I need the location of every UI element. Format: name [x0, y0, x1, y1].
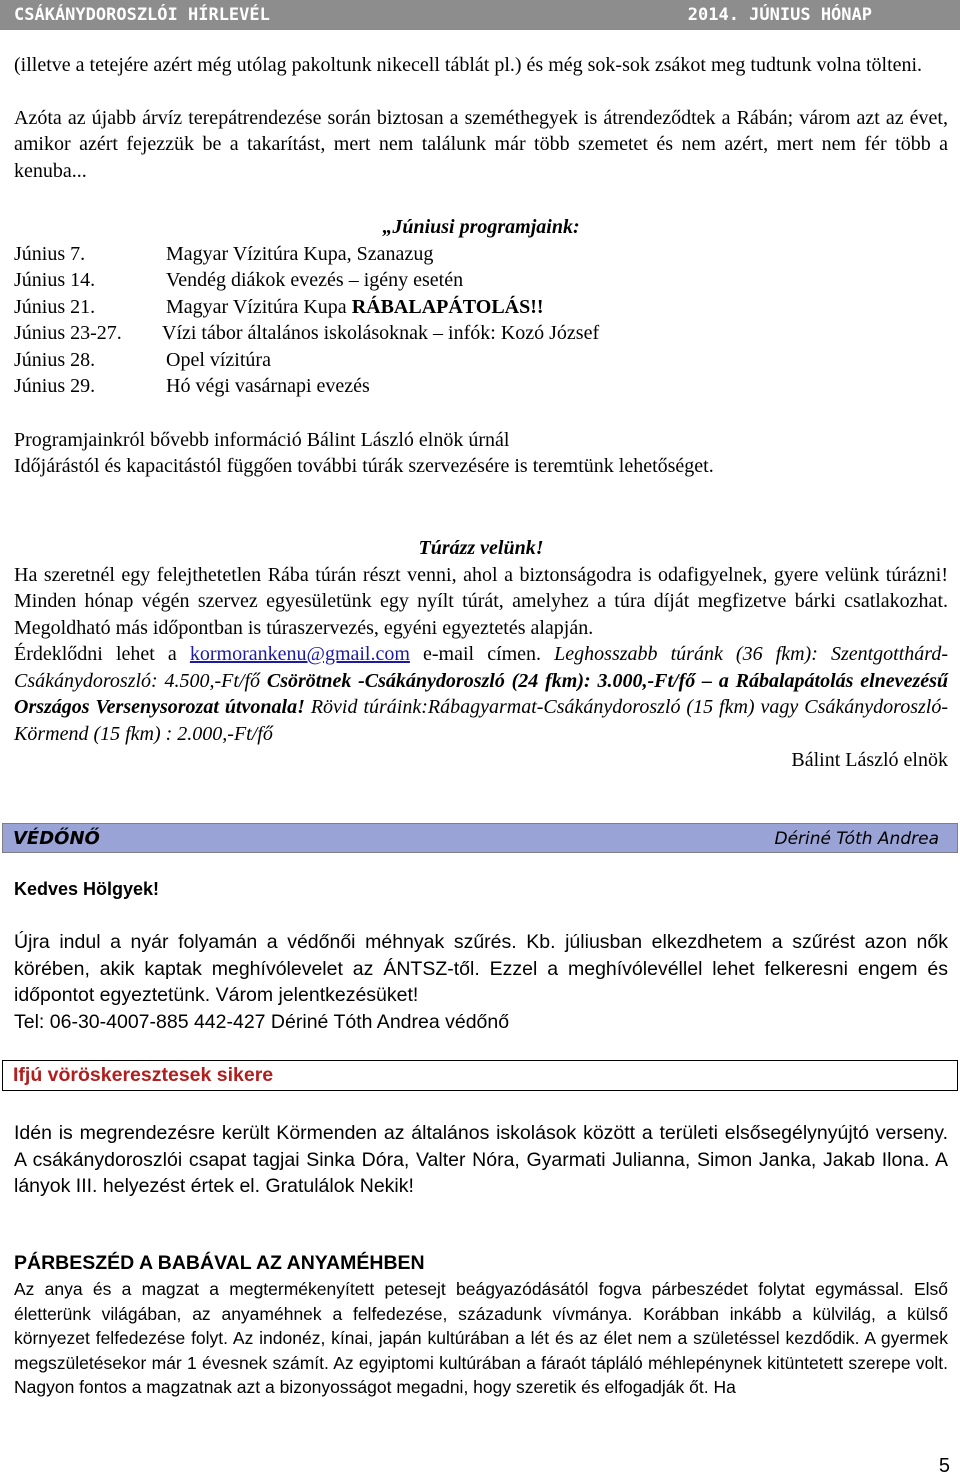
tura-contact: [14, 641, 948, 747]
vedono-section: [14, 876, 948, 903]
program-text: [166, 294, 544, 321]
vedono-greeting: Kedves Hölgyek!: [14, 879, 160, 899]
newsletter-header: [0, 0, 960, 30]
ifju-section-title-box: [2, 1060, 958, 1091]
program-text: Magyar Vízitúra Kupa, Szanazug: [166, 242, 434, 265]
tura-signature: Bálint László elnök: [791, 749, 948, 771]
parbeszed-section: [14, 1250, 948, 1400]
issue-date: 2014. JÚNIUS HÓNAP: [687, 5, 872, 25]
intro-section: [14, 52, 948, 184]
page-number: 5: [938, 1455, 950, 1477]
contact-suffix: e-mail címen.: [409, 643, 555, 665]
tura-section: [14, 535, 948, 774]
program-row: [14, 241, 948, 268]
ifju-title: Ifjú vöröskeresztesek sikere: [13, 1064, 274, 1086]
email-link[interactable]: kormorankenu@gmail.com: [189, 643, 410, 665]
intro-paragraph-1: (illetve a tetejére azért még utólag pakoltunk nikecell táblát pl.) és még sok-sok zsákot meg tudtunk volna tölteni.: [14, 54, 923, 76]
programs-info-1: Programjainkról bővebb információ Bálint László elnök úrnál: [14, 428, 510, 451]
program-date: Június 29.: [14, 375, 96, 397]
program-date: Június 28.: [14, 348, 96, 371]
program-text-plain: Magyar Vízitúra Kupa: [166, 295, 352, 318]
parbeszed-title: PÁRBESZÉD A BABÁVAL AZ ANYAMÉHBEN: [14, 1252, 425, 1274]
tura-title: Túrázz velünk!: [418, 537, 544, 559]
vedono-name: Dériné Tóth Andrea: [774, 829, 939, 849]
program-text-bold: RÁBALAPÁTOLÁS!!: [351, 295, 544, 318]
programs-info-2: Időjárástól és kapacitástól függően további túrák szervezésére is teremtünk lehetőséget.: [14, 455, 714, 477]
vedono-label: VÉDŐNŐ: [13, 828, 100, 849]
program-row: [14, 373, 948, 400]
program-text: Vízi tábor általános iskolásoknak – infók: Kozó József: [162, 322, 600, 344]
short-tours: Rövid túráink:Rábagyarmat-Csákánydoroszló (15 fkm) vagy Csákánydoroszló-Körmend (15 fkm) : 2.000,-Ft/fő: [14, 696, 948, 745]
program-date: Június 23-27.: [14, 322, 122, 344]
programs-section: [14, 214, 948, 480]
programs-title: „Júniusi programjaink:: [382, 216, 580, 238]
program-text: Hó végi vasárnapi evezés: [166, 375, 370, 397]
program-date: Június 7.: [14, 242, 86, 265]
longest-tour: Leghosszabb túránk (36 fkm): Szentgotthárd-Csákánydoroszló: 4.500,-Ft/fő: [14, 643, 948, 692]
program-date: Június 14.: [14, 269, 96, 291]
vedono-paragraph: Újra indul a nyár folyamán a védőnői méhnyak szűrés. Kb. júliusban elkezdhetem a szűrést azon nők körében, akik kaptak meghívólevelet az ÁNTSZ-től. Ezzel a meghívólevéllel lehet felkeresni engem és időpontot egyeztetünk. Várom jelentkezésüket!: [14, 931, 948, 1006]
program-row: [14, 294, 948, 321]
program-row: [14, 347, 948, 374]
ifju-paragraph: Idén is megrendezésre került Körmenden az általános iskolások között a területi elsősegélynyújtó verseny. A csákánydoroszlói csapat tagjai Sinka Dóra, Valter Nóra, Gyarmati Julianna, Simon Janka, Jakab Ilona. A lányok III. helyezést értek el. Gratulálok Nekik!: [14, 1122, 948, 1197]
parbeszed-paragraph: Az anya és a magzat a megtermékenyített petesejt beágyazódásától fogva párbeszédet folytat egymással. Első életterünk világában, az anyaméhnek a felfedezése, századunk vívmánya. Korábban inkább a külvilág, a külső környezet felfedezése folyt. Az indonéz, kínai, japán kultúrában a lét és az élet nem a születéssel kezdődik. A gyermek megszületésekor már 1 évesnek számít. Az egyiptomi kultúrában a fáraót tápláló méhlepénynek kitüntetett szerepe volt. Nagyon fontos a magzatnak azt a bizonyosságot megadni, hogy szeretik és elfogadják őt. Ha: [14, 1279, 948, 1397]
newsletter-title: CSÁKÁNYDOROSZLÓI HÍRLEVÉL: [14, 5, 270, 25]
vedono-section-bar: [2, 823, 958, 853]
program-date: Június 21.: [14, 295, 96, 318]
contact-prefix: Érdeklődni lehet a: [14, 643, 190, 665]
program-text: Opel vízitúra: [166, 348, 271, 371]
program-row: [14, 320, 948, 347]
intro-paragraph-2: Azóta az újabb árvíz terepátrendezése során biztosan a szeméthegyek is átrendeződtek a Rábán; várom azt az évet, amikor azért fejezzük be a takarítást, mert nem találunk már több szemetet és nem azért, mert nem fér több a kenuba...: [14, 106, 948, 182]
vedono-body: [14, 929, 948, 1035]
program-row: [14, 267, 948, 294]
vedono-phone: Tel: 06-30-4007-885 442-427 Dériné Tóth Andrea védőnő: [14, 1010, 510, 1033]
tura-paragraph: Ha szeretnél egy felejthetetlen Rába túrán részt venni, ahol a biztonságodra is odafigyelnek, gyere velünk túrázni! Minden hónap végén szervez egyesületünk egy nyílt túrát, amelyhez a túra díját megfizetve bárki csatlakozhat. Megoldható más időpontban is túraszervezés, egyéni egyeztetés alapján.: [14, 563, 948, 639]
ifju-body: [14, 1120, 948, 1200]
csorotnek-tour: Csörötnek -Csákánydoroszló (24 fkm): 3.000,-Ft/fő – a Rábalapátolás elnevezésű Országos Versenysorozat útvonala!: [14, 669, 949, 718]
program-text: Vendég diákok evezés – igény esetén: [166, 269, 464, 291]
